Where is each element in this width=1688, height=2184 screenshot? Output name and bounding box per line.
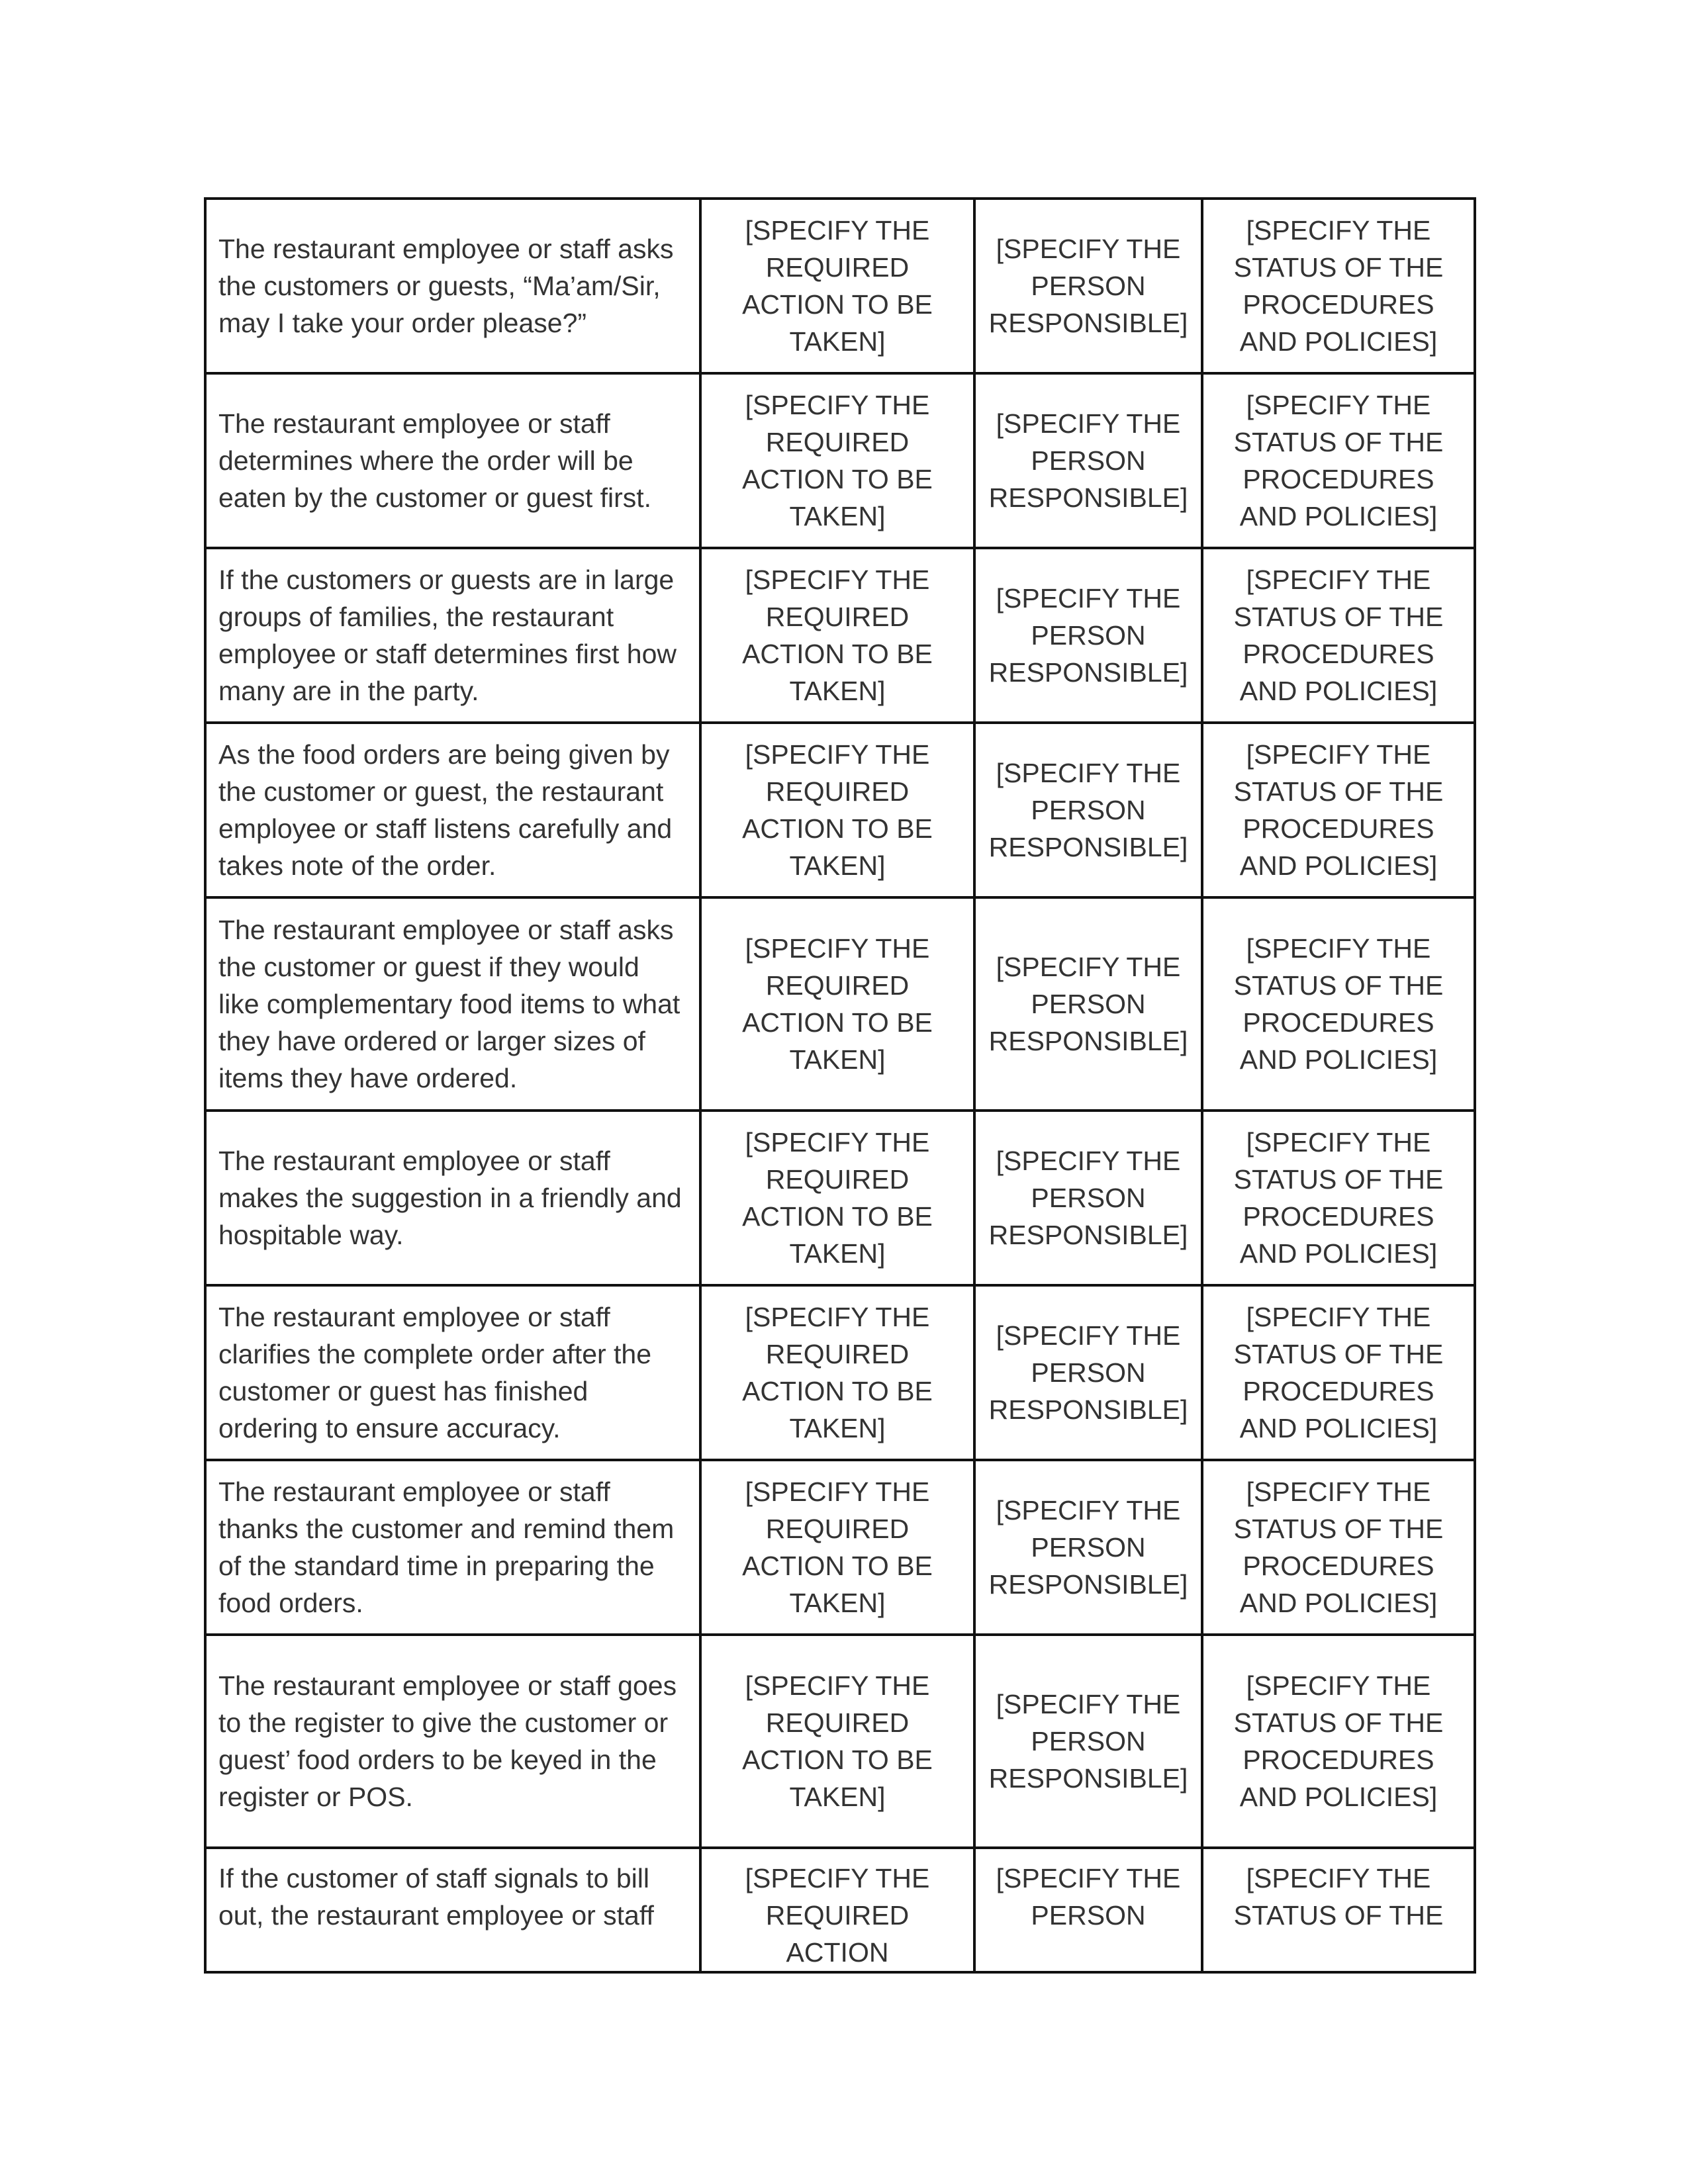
table-row: [205, 1285, 1475, 1460]
table-row: [205, 373, 1475, 548]
table-row: [205, 199, 1475, 373]
required-action-cell: [SPECIFY THE REQUIRED ACTION TO BE TAKEN]: [700, 1460, 974, 1635]
table-row: [205, 897, 1475, 1111]
status-cell: [SPECIFY THE STATUS OF THE PROCEDURES AND POLICIES]: [1202, 723, 1475, 897]
status-cell: [SPECIFY THE STATUS OF THE PROCEDURES AND POLICIES]: [1202, 897, 1475, 1111]
step-description-cell: If the customer of staff signals to bill out, the restaurant employee or staff: [205, 1848, 700, 1972]
person-responsible-cell: [SPECIFY THE PERSON RESPONSIBLE]: [974, 1111, 1202, 1285]
status-cell: [SPECIFY THE STATUS OF THE PROCEDURES AND POLICIES]: [1202, 373, 1475, 548]
person-responsible-cell: [SPECIFY THE PERSON RESPONSIBLE]: [974, 373, 1202, 548]
required-action-cell: [SPECIFY THE REQUIRED ACTION TO BE TAKEN]: [700, 897, 974, 1111]
table-row: [205, 1635, 1475, 1848]
step-description-cell: The restaurant employee or staff clarifies the complete order after the customer or guest has finished ordering to ensure accuracy.: [205, 1285, 700, 1460]
step-description-cell: As the food orders are being given by the customer or guest, the restaurant employee or staff listens carefully and takes note of the order.: [205, 723, 700, 897]
table-row: [205, 723, 1475, 897]
status-cell: [SPECIFY THE STATUS OF THE PROCEDURES AND POLICIES]: [1202, 548, 1475, 723]
required-action-cell: [SPECIFY THE REQUIRED ACTION TO BE TAKEN]: [700, 373, 974, 548]
procedures-table: [204, 197, 1476, 1974]
step-description-cell: The restaurant employee or staff makes the suggestion in a friendly and hospitable way.: [205, 1111, 700, 1285]
person-responsible-cell: [SPECIFY THE PERSON RESPONSIBLE]: [974, 548, 1202, 723]
status-cell: [SPECIFY THE STATUS OF THE PROCEDURES AND POLICIES]: [1202, 1285, 1475, 1460]
person-responsible-cell: [SPECIFY THE PERSON RESPONSIBLE]: [974, 723, 1202, 897]
status-cell: [SPECIFY THE STATUS OF THE PROCEDURES AND POLICIES]: [1202, 1460, 1475, 1635]
person-responsible-cell: [SPECIFY THE PERSON RESPONSIBLE]: [974, 897, 1202, 1111]
status-cell: [SPECIFY THE STATUS OF THE PROCEDURES AND POLICIES]: [1202, 199, 1475, 373]
step-description-cell: The restaurant employee or staff asks the customer or guest if they would like complementary food items to what they have ordered or larger sizes of items they have ordered.: [205, 897, 700, 1111]
person-responsible-cell: [SPECIFY THE PERSON RESPONSIBLE]: [974, 199, 1202, 373]
table-row: [205, 548, 1475, 723]
step-description-cell: If the customers or guests are in large groups of families, the restaurant employee or staff determines first how many are in the party.: [205, 548, 700, 723]
required-action-cell: [SPECIFY THE REQUIRED ACTION TO BE TAKEN]: [700, 199, 974, 373]
table-row: [205, 1111, 1475, 1285]
required-action-cell: [SPECIFY THE REQUIRED ACTION TO BE TAKEN]: [700, 548, 974, 723]
status-cell: [SPECIFY THE STATUS OF THE: [1202, 1848, 1475, 1972]
step-description-cell: The restaurant employee or staff thanks the customer and remind them of the standard time in preparing the food orders.: [205, 1460, 700, 1635]
person-responsible-cell: [SPECIFY THE PERSON RESPONSIBLE]: [974, 1285, 1202, 1460]
step-description-cell: The restaurant employee or staff asks the customers or guests, “Ma’am/Sir, may I take your order please?”: [205, 199, 700, 373]
required-action-cell: [SPECIFY THE REQUIRED ACTION TO BE TAKEN]: [700, 1635, 974, 1848]
person-responsible-cell: [SPECIFY THE PERSON: [974, 1848, 1202, 1972]
person-responsible-cell: [SPECIFY THE PERSON RESPONSIBLE]: [974, 1460, 1202, 1635]
status-cell: [SPECIFY THE STATUS OF THE PROCEDURES AND POLICIES]: [1202, 1635, 1475, 1848]
table-row: [205, 1460, 1475, 1635]
step-description-cell: The restaurant employee or staff goes to the register to give the customer or guest’ food orders to be keyed in the register or POS.: [205, 1635, 700, 1848]
step-description-cell: The restaurant employee or staff determines where the order will be eaten by the customer or guest first.: [205, 373, 700, 548]
required-action-cell: [SPECIFY THE REQUIRED ACTION: [700, 1848, 974, 1972]
required-action-cell: [SPECIFY THE REQUIRED ACTION TO BE TAKEN]: [700, 723, 974, 897]
required-action-cell: [SPECIFY THE REQUIRED ACTION TO BE TAKEN]: [700, 1285, 974, 1460]
table-row: [205, 1848, 1475, 1972]
person-responsible-cell: [SPECIFY THE PERSON RESPONSIBLE]: [974, 1635, 1202, 1848]
required-action-cell: [SPECIFY THE REQUIRED ACTION TO BE TAKEN]: [700, 1111, 974, 1285]
status-cell: [SPECIFY THE STATUS OF THE PROCEDURES AND POLICIES]: [1202, 1111, 1475, 1285]
